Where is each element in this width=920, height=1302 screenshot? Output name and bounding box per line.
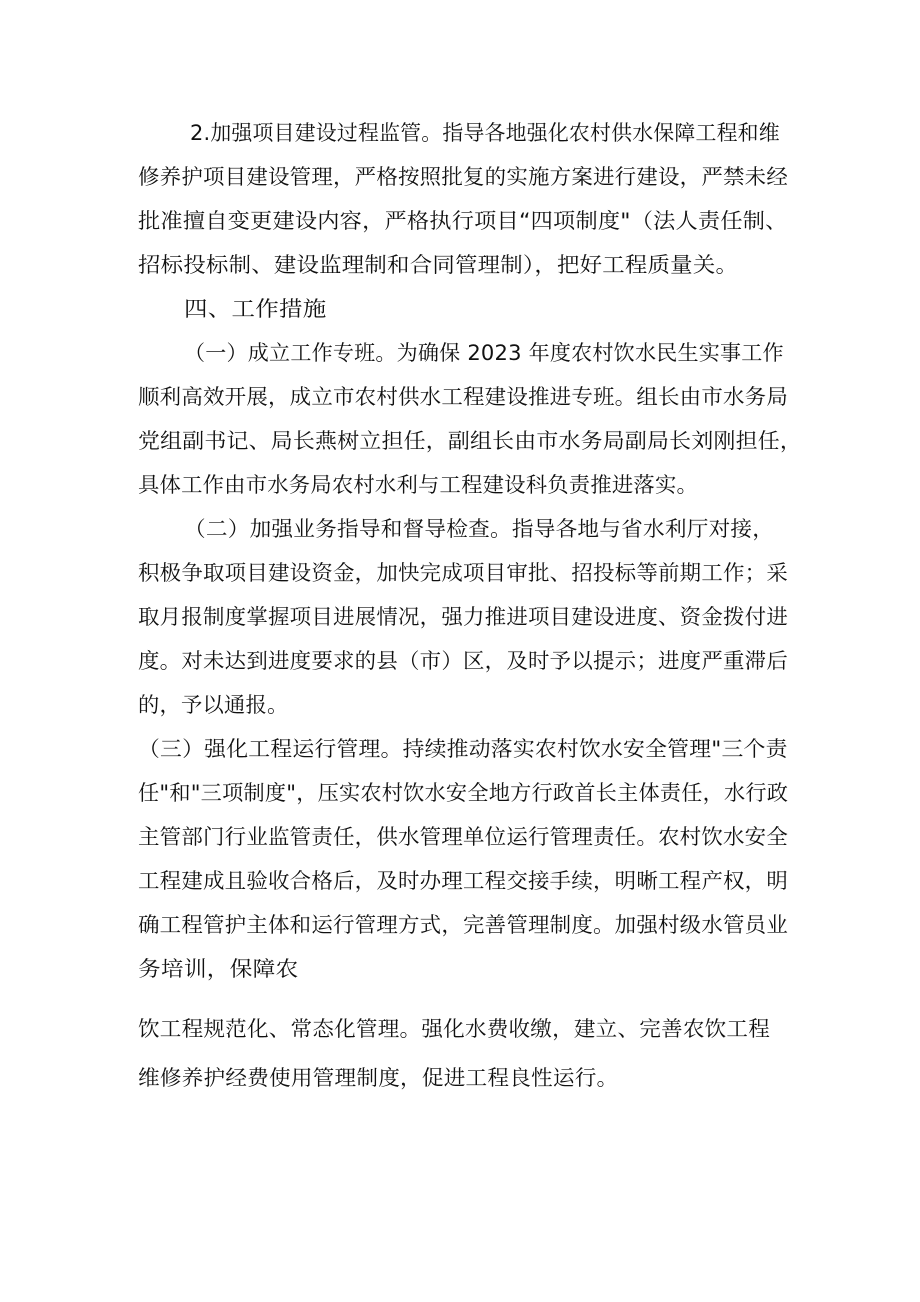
- paragraph-line: 度。对未达到进度要求的县（市）区，及时予以提示；进度严重滞后: [138, 649, 788, 673]
- paragraph-line: 顺利高效开展，成立市农村供水工程建设推进专班。组长由市水务局: [138, 385, 788, 409]
- paragraph-line: 主管部门行业监管责任，供水管理单位运行管理责任。农村饮水安全: [138, 825, 788, 849]
- paragraph-line: 取月报制度掌握项目进展情况，强力推进项目建设进度、资金拨付进: [138, 605, 788, 629]
- paragraph-line: 招标投标制、建设监理制和合同管理制），把好工程质量关。: [138, 253, 739, 277]
- paragraph-line: 务培训，保障农: [138, 957, 299, 981]
- section-heading: 四、工作措施: [184, 297, 327, 321]
- paragraph-line: 维修养护经费使用管理制度，促进工程良性运行。: [138, 1066, 619, 1090]
- paragraph-line: （三）强化工程运行管理。持续推动落实农村饮水安全管理"三个责: [138, 737, 788, 761]
- paragraph-line: （一）成立工作专班。为确保 2023 年度农村饮水民生实事工作: [184, 341, 784, 365]
- paragraph-line: （二）加强业务指导和督导检查。指导各地与省水利厅对接，: [184, 517, 775, 541]
- paragraph-line: 工程建成且验收合格后，及时办理工程交接手续，明晰工程产权，明: [138, 869, 788, 893]
- paragraph-line: 饮工程规范化、常态化管理。强化水费收缴，建立、完善农饮工程: [138, 1017, 771, 1041]
- paragraph-line: 党组副书记、局长燕树立担任，副组长由市水务局副局长刘刚担任，: [138, 429, 802, 453]
- paragraph-line: 任"和"三项制度"，压实农村饮水安全地方行政首长主体责任，水行政: [138, 781, 789, 805]
- paragraph-line: 批准擅自变更建设内容，严格执行项目“四项制度"（法人责任制、: [138, 209, 788, 233]
- paragraph-line: 确工程管护主体和运行管理方式，完善管理制度。加强村级水管员业: [138, 913, 788, 937]
- paragraph-line: 的，予以通报。: [138, 693, 289, 717]
- paragraph-line: 具体工作由市水务局农村水利与工程建设科负责推进落实。: [138, 473, 699, 497]
- paragraph-line: 积极争取项目建设资金，加快完成项目审批、招投标等前期工作；采: [138, 561, 788, 585]
- paragraph-line: 2.加强项目建设过程监管。指导各地强化农村供水保障工程和维: [190, 121, 780, 145]
- paragraph-line: 修养护项目建设管理，严格按照批复的实施方案进行建设，严禁未经: [138, 165, 788, 189]
